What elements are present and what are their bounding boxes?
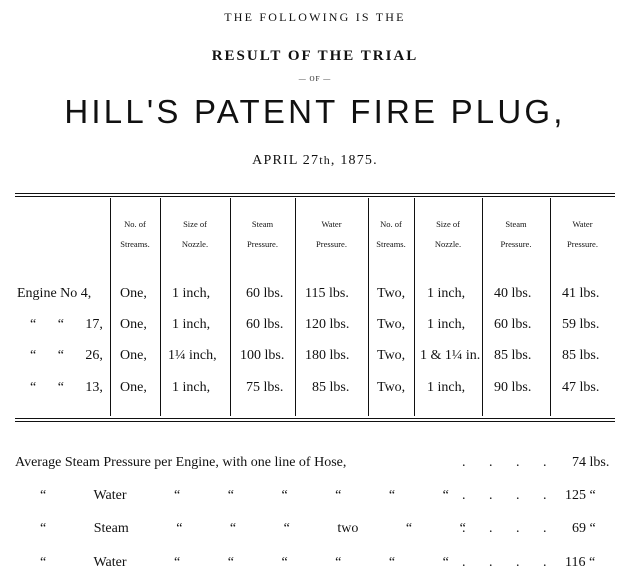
table-top-rule-2 (15, 196, 615, 197)
table-cell: 1 & 1¼ in. (420, 348, 481, 363)
column-header (230, 214, 295, 254)
table-cell: 47 lbs. (562, 380, 600, 395)
average-value: 116 “ (565, 555, 596, 570)
table-bottom-rule (15, 418, 615, 419)
table-cell: One, (120, 348, 147, 363)
column-header (368, 214, 414, 254)
average-value: 125 “ (565, 488, 596, 503)
engine-label: “ “ 17, (30, 317, 103, 332)
table-cell: Two, (377, 317, 406, 332)
average-label: Average Steam Pressure per Engine, with one line of Hose, (15, 455, 347, 470)
column-header-line: No. of (124, 219, 146, 229)
table-cell: 60 lbs. (494, 317, 532, 332)
table-cell: 115 lbs. (305, 286, 349, 301)
table-cell: Two, (377, 380, 406, 395)
table-cell: One, (120, 380, 147, 395)
average-dots: . . . . (462, 455, 547, 470)
table-cell: 40 lbs. (494, 286, 532, 301)
column-header-line: Nozzle. (434, 239, 462, 249)
average-label: “ Steam “ “ “ two “ “ (40, 521, 466, 536)
average-dots: . . . . (462, 488, 547, 503)
table-cell: 85 lbs. (494, 348, 532, 363)
table-cell: Two, (377, 348, 406, 363)
average-value: 74 lbs. (572, 455, 610, 470)
column-header-line: Pressure. (567, 239, 598, 249)
date-prefix: APRIL 27 (252, 153, 320, 168)
trial-date (0, 153, 630, 169)
page-title: HILL'S PATENT FIRE PLUG, (64, 93, 566, 130)
column-header-line: Streams. (120, 239, 150, 249)
table-cell: 1 inch, (172, 317, 211, 332)
column-header-line: Size of (183, 219, 207, 229)
table-cell: 60 lbs. (246, 286, 284, 301)
table-cell: 180 lbs. (305, 348, 350, 363)
table-cell: 1 inch, (172, 286, 211, 301)
column-header-line: Size of (436, 219, 460, 229)
column-header-line: Steam (505, 219, 527, 229)
engine-label: “ “ 13, (30, 380, 103, 395)
column-header-line: Pressure. (316, 239, 347, 249)
heading-of: — OF — (298, 75, 332, 83)
column-header-line: Streams. (376, 239, 406, 249)
engine-label: Engine No 4, (17, 286, 92, 301)
table-cell: 1 inch, (427, 286, 466, 301)
column-header-line: Water (572, 219, 593, 229)
table-cell: 1 inch, (172, 380, 211, 395)
column-header-line: No. of (380, 219, 402, 229)
table-cell: 59 lbs. (562, 317, 600, 332)
column-header (482, 214, 550, 254)
average-value: 69 “ (572, 521, 596, 536)
table-cell: 90 lbs. (494, 380, 532, 395)
heading-line-2: RESULT OF THE TRIAL (211, 48, 419, 64)
average-dots: . . . . (462, 555, 547, 570)
table-cell: 1 inch, (427, 317, 466, 332)
engine-label: “ “ 26, (30, 348, 103, 363)
table-cell: 60 lbs. (246, 317, 284, 332)
table-top-rule (15, 193, 615, 194)
column-header-line: Water (321, 219, 342, 229)
table-bottom-rule-2 (15, 421, 615, 422)
column-header (414, 214, 482, 254)
column-header-line: Nozzle. (181, 239, 209, 249)
table-cell: 120 lbs. (305, 317, 350, 332)
table-cell: 1¼ inch, (168, 348, 217, 363)
column-header-line: Pressure. (247, 239, 278, 249)
column-header-line: Steam (251, 219, 274, 229)
table-cell: 1 inch, (427, 380, 466, 395)
column-header (110, 214, 160, 254)
table-cell: 85 lbs. (562, 348, 600, 363)
date-suffix: , 1875. (330, 153, 378, 168)
heading-line-1: THE FOLLOWING IS THE (224, 10, 406, 24)
column-header (550, 214, 615, 254)
table-cell: Two, (377, 286, 406, 301)
table-cell: 100 lbs. (240, 348, 285, 363)
average-label: “ Water “ “ “ “ “ “ (40, 555, 449, 570)
average-dots: . . . . (462, 521, 547, 536)
table-cell: One, (120, 286, 147, 301)
column-header (160, 214, 230, 254)
table-cell: 41 lbs. (562, 286, 600, 301)
table-cell: One, (120, 317, 147, 332)
average-label: “ Water “ “ “ “ “ “ (40, 488, 449, 503)
table-cell: 85 lbs. (312, 380, 350, 395)
column-header-line: Pressure. (500, 239, 532, 249)
date-suffix-sup: th (319, 153, 331, 167)
column-header (295, 214, 368, 254)
table-cell: 75 lbs. (246, 380, 284, 395)
